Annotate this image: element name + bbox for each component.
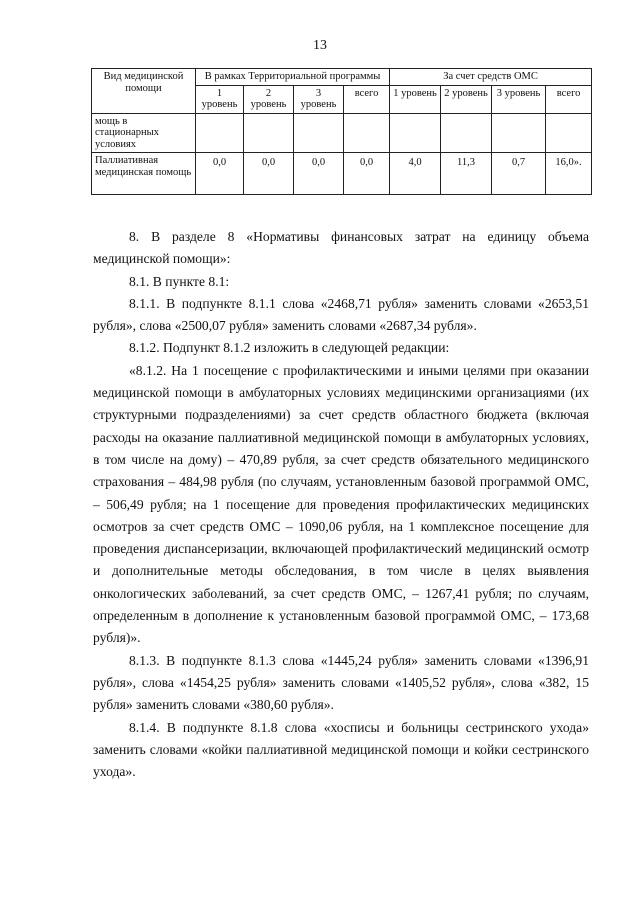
header-level3: 3 уровень <box>294 85 344 113</box>
table-cell <box>344 113 390 153</box>
paragraph-8-1-2: 8.1.2. Подпункт 8.1.2 изложить в следующей редакции: <box>129 340 450 356</box>
table-cell: 0,0 <box>244 153 294 195</box>
row-name: Паллиативная медицинская помощь <box>92 153 196 195</box>
paragraph-8-1-3: 8.1.3. В подпункте 8.1.3 слова «1445,24 рубля» заменить словами «1396,91 рубля», слова «1454,25 рубля» заменить словами «1405,52 рубля», слова «382, 15 рубля» заменить словами «380,60 рубля». <box>93 652 589 713</box>
table-cell: 4,0 <box>390 153 441 195</box>
table-cell <box>441 113 492 153</box>
table-cell: 0,7 <box>492 153 546 195</box>
table-cell: 11,3 <box>441 153 492 195</box>
table-cell <box>492 113 546 153</box>
paragraph-8-1-1: 8.1.1. В подпункте 8.1.1 слова «2468,71 рубля» заменить словами «2653,51 рубля», слова «2500,07 рубля» заменить словами «2687,34 рубля». <box>93 295 589 334</box>
table-cell <box>546 113 592 153</box>
header-level1: 1 уровень <box>196 85 244 113</box>
table-cell <box>294 113 344 153</box>
table-header-row <box>92 69 592 86</box>
header-level2: 2 уровень <box>441 85 492 113</box>
page-number: 13 <box>313 38 327 53</box>
table-row <box>92 153 592 195</box>
paragraph-8-1-2-text: «8.1.2. На 1 посещение с профилактическими и иными целями при оказании медицинской помощи в амбулаторных условиях медицинскими организациями (их структурными подразделениями) за счет средств областного бюджета (включая расходы на оказание паллиативной медицинской помощи в амбулаторных условиях, в том числе на дому) – 470,89 рубля, за счет средств обязательного медицинского страхования – 484,98 рубля (по случаям, установленным базовой программой ОМС, – 506,49 рубля; на 1 посещение для проведения профилактических медицинских осмотров за счет средств ОМС – 1090,06 рубля, на 1 комплексное посещение для проведения диспансеризации, включающей профилактический медицинский осмотр и дополнительные методы обследования, в том числе в целях выявления онкологических заболеваний, за счет средств ОМС, – 1267,41 рубля; по случаям, определенным в дополнение к установленным базовой программой ОМС, – 173,68 рубля)». <box>93 362 589 646</box>
table-cell <box>390 113 441 153</box>
header-kind: Вид медицинской помощи <box>92 69 196 114</box>
table-cell <box>196 113 244 153</box>
header-total: всего <box>344 85 390 113</box>
header-level1: 1 уровень <box>390 85 441 113</box>
table-row <box>92 113 592 153</box>
header-level2: 2 уровень <box>244 85 294 113</box>
header-oms: За счет средств ОМС <box>390 69 592 86</box>
norms-table <box>91 68 592 195</box>
table-cell <box>244 113 294 153</box>
table-cell: 16,0». <box>546 153 592 195</box>
header-total: всего <box>546 85 592 113</box>
paragraph-8-1-4: 8.1.4. В подпункте 8.1.8 слова «хосписы и больницы сестринского ухода» заменить словами «койки паллиативной медицинской помощи и койки сестринского ухода». <box>93 719 589 780</box>
table-cell: 0,0 <box>196 153 244 195</box>
document-body <box>93 226 589 783</box>
table-cell: 0,0 <box>294 153 344 195</box>
row-name: мощь в стационарных условиях <box>92 113 196 153</box>
paragraph-8-1: 8.1. В пункте 8.1: <box>129 273 230 289</box>
table-cell: 0,0 <box>344 153 390 195</box>
paragraph-section-8: 8. В разделе 8 «Нормативы финансовых затрат на единицу объема медицинской помощи»: <box>93 229 589 267</box>
header-territorial: В рамках Территориальной программы <box>196 69 390 86</box>
header-level3: 3 уровень <box>492 85 546 113</box>
